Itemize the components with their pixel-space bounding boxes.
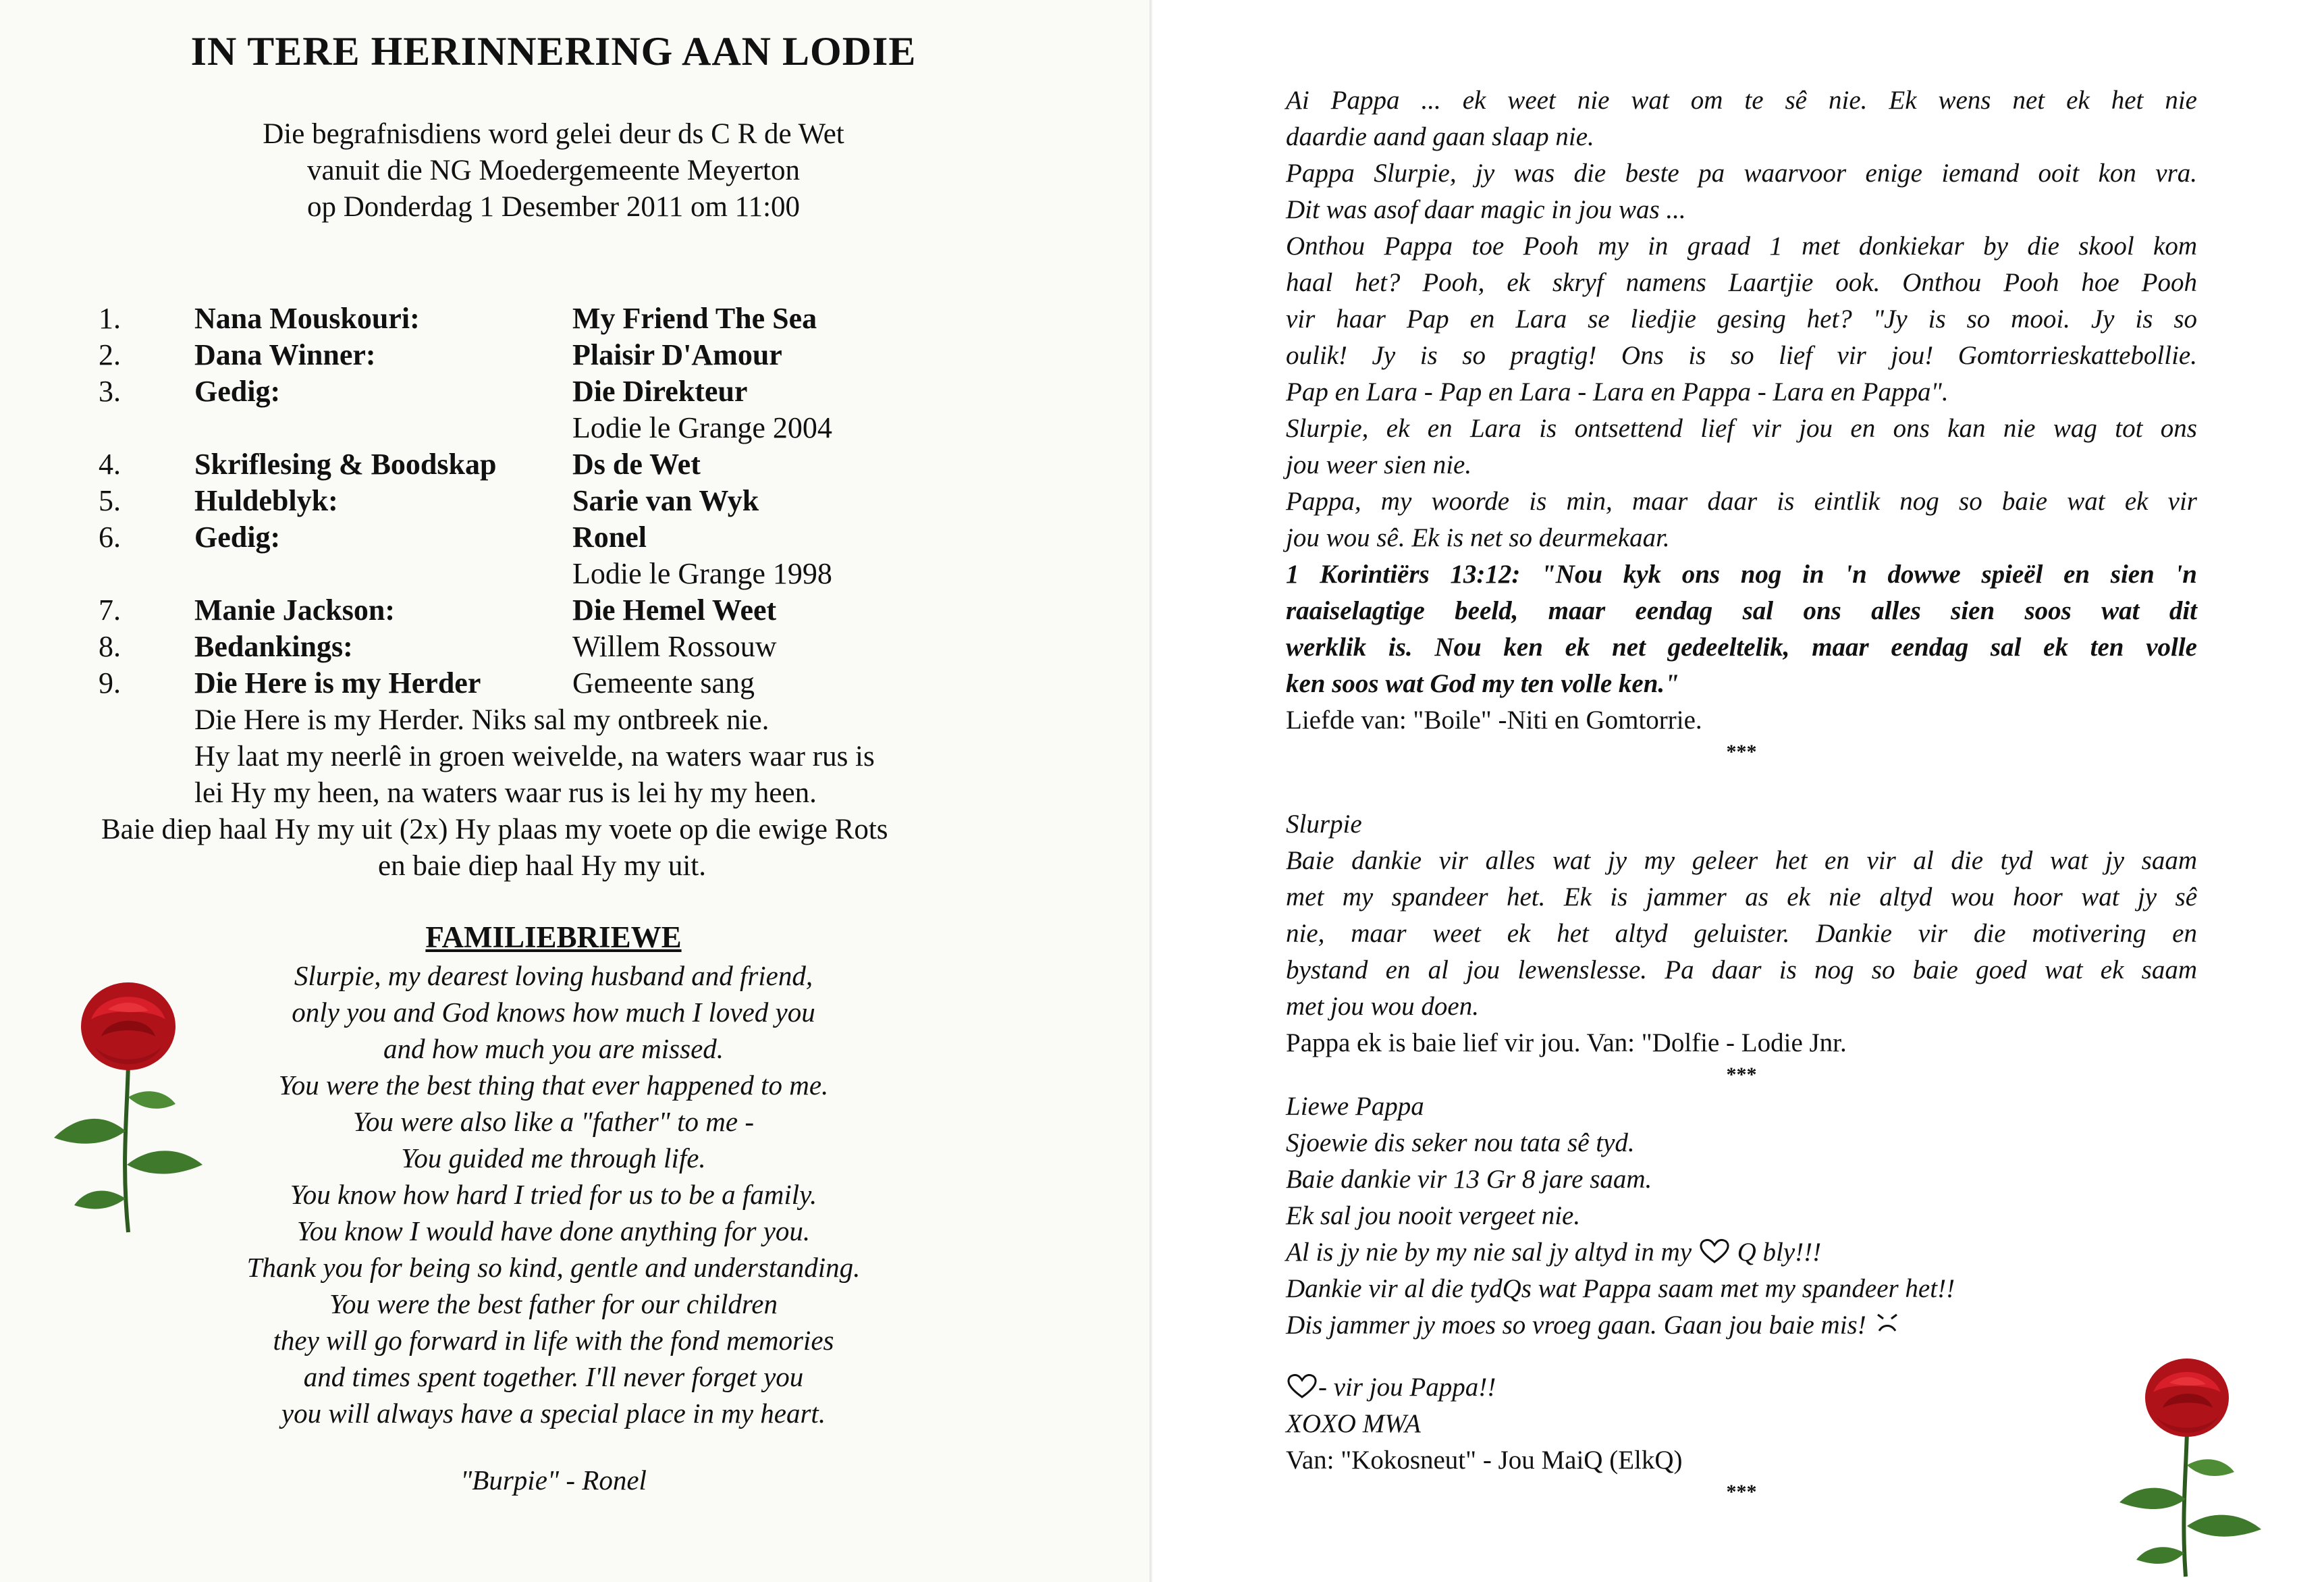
- program-label: Gedig:: [194, 375, 281, 408]
- poem-line: you will always have a special place in my heart.: [281, 1398, 826, 1429]
- letter1-line: Pappa, my woorde is min, maar daar is eintlik nog so baie wat ek vir: [1286, 487, 2197, 516]
- program-row: [0, 447, 1107, 483]
- program-row: [0, 629, 1107, 666]
- program-row: [0, 556, 1107, 593]
- psalm-line-2: Hy laat my neerlê in groen weivelde, na waters waar rus is: [194, 741, 875, 772]
- poem-line: and how much you are missed.: [383, 1033, 724, 1064]
- program-label: Dana Winner:: [194, 338, 376, 371]
- letter3-line5: Dankie vir al die tydQs wat Pappa saam met my spandeer het!!: [1286, 1274, 1955, 1303]
- letter3-line6: [1286, 1307, 2197, 1344]
- letter2-line: nie, maar weet ek het altyd geluister. Dankie vir die motivering en: [1286, 919, 2197, 948]
- program-number: 2.: [99, 338, 121, 371]
- poem-line: they will go forward in life with the fond memories: [273, 1325, 834, 1356]
- verse-line: 1 Korintiërs 13:12: "Nou kyk ons nog in 'n dowwe spieël en sien 'n: [1286, 560, 2197, 589]
- program-value: Sarie van Wyk: [572, 484, 759, 517]
- letter3-line6-text: Dis jammer jy moes so vroeg gaan. Gaan jou baie mis!: [1286, 1311, 1866, 1340]
- letter2-line: met jou wou doen.: [1286, 992, 1479, 1021]
- poem: [135, 957, 972, 1431]
- program-row: [0, 338, 1107, 374]
- letter3-line: Baie dankie vir 13 Gr 8 jare saam.: [1286, 1165, 1652, 1194]
- letter2-line: met my spandeer het. Ek is jammer as ek nie altyd wou hoor wat jy sê: [1286, 882, 2197, 912]
- letter1-line: Slurpie, ek en Lara is ontsettend lief vir jou en ons kan nie wag tot ons: [1286, 414, 2197, 443]
- program-label: Skriflesing & Boodskap: [194, 448, 497, 481]
- letter1-line: oulik! Jy is so pragtig! Ons is so lief vir jou! Gomtorrieskattebollie.: [1286, 341, 2197, 370]
- psalm-line-5: en baie diep haal Hy my uit.: [378, 850, 706, 882]
- letter3-from: Van: "Kokosneut" - Jou MaiQ (ElkQ): [1286, 1446, 1683, 1475]
- letter2-closing: Pappa ek is baie lief vir jou. Van: "Dolfie - Lodie Jnr.: [1286, 1028, 1847, 1057]
- letter3-body: [1286, 1125, 2197, 1234]
- letter1-verse: [1286, 556, 2197, 702]
- poem-line: You were also like a "father" to me -: [353, 1106, 754, 1137]
- rose-illustration: [27, 962, 209, 1246]
- letter1-from: Liefde van: "Boile" -Niti en Gomtorrie.: [1286, 706, 1702, 735]
- program-row: [0, 374, 1107, 411]
- familiebriewe-heading: FAMILIEBRIEWE: [425, 920, 682, 954]
- letter3-xoxo: XOXO MWA: [1286, 1409, 1421, 1438]
- verse-line: raaiselagtige beeld, maar eendag sal ons alles sien soos wat dit: [1286, 596, 2197, 625]
- letter3-heading: Liewe Pappa: [1286, 1092, 1424, 1121]
- program-number: 1.: [99, 302, 121, 335]
- letter3-line4-start: Al is jy nie by my nie sal jy altyd in my: [1286, 1238, 1692, 1267]
- program-label: Die Here is my Herder: [194, 666, 481, 700]
- letter1-line: vir haar Pap en Lara se liedjie gesing het? "Jy is so mooi. Jy is so: [1286, 305, 2197, 334]
- program-label: Manie Jackson:: [194, 594, 395, 627]
- program-label: Gedig:: [194, 521, 281, 554]
- psalm-line-1: Die Here is my Herder. Niks sal my ontbreek nie.: [194, 704, 769, 736]
- psalm-line-4: Baie diep haal Hy my uit (2x) Hy plaas my voete op die ewige Rots: [101, 814, 888, 845]
- program-number: 9.: [99, 666, 121, 700]
- poem-line: Slurpie, my dearest loving husband and friend,: [294, 960, 813, 991]
- sad-face-icon: [1872, 1309, 1902, 1336]
- program-label: Huldeblyk:: [194, 484, 338, 517]
- program-number: 4.: [99, 448, 121, 481]
- letter1-line: Onthou Pappa toe Pooh my in graad 1 met donkiekar by die skool kom: [1286, 232, 2197, 261]
- service-line-3: op Donderdag 1 Desember 2011 om 11:00: [306, 191, 801, 223]
- program-value: Willem Rossouw: [572, 630, 777, 663]
- program-number: 7.: [99, 594, 121, 627]
- program-row: [0, 301, 1107, 338]
- poem-line: You know I would have done anything for you.: [296, 1215, 811, 1246]
- separator-stars-3: ***: [1726, 1481, 1757, 1503]
- poem-line: You were the best father for our children: [329, 1288, 778, 1319]
- psalm-line-3: lei Hy my heen, na waters waar rus is lei hy my heen.: [194, 777, 817, 809]
- letter1-line: Pap en Lara - Pap en Lara - Lara en Pappa - Lara en Pappa".: [1286, 377, 1949, 406]
- letter1-body: [1286, 82, 2197, 556]
- letter3-heart-text: - vir jou Pappa!!: [1318, 1373, 1496, 1402]
- program-list: [0, 301, 1107, 702]
- program-row: [0, 483, 1107, 520]
- service-line-1: Die begrafnisdiens word gelei deur ds C R de Wet: [263, 118, 844, 150]
- heart-icon: [1698, 1238, 1731, 1265]
- poem-line: Thank you for being so kind, gentle and understanding.: [246, 1252, 861, 1283]
- program-value: Lodie le Grange 2004: [572, 411, 832, 444]
- verse-line: ken soos wat God my ten volle ken.": [1286, 669, 1679, 698]
- program-value: Plaisir D'Amour: [572, 338, 782, 371]
- program-row: [0, 666, 1107, 702]
- verse-line: werklik is. Nou ken ek net gedeeltelik, maar eendag sal ek ten volle: [1286, 633, 2197, 662]
- heart-icon: [1286, 1373, 1318, 1400]
- service-line-2: vanuit die NG Moedergemeente Meyerton: [307, 155, 800, 186]
- letter1-line: jou wou sê. Ek is net so deurmekaar.: [1286, 523, 1670, 552]
- program-number: 6.: [99, 521, 121, 554]
- separator-stars-2: ***: [1726, 1063, 1757, 1086]
- program-value: My Friend The Sea: [572, 302, 817, 335]
- program-label: Bedankings:: [194, 630, 353, 663]
- program-number: 5.: [99, 484, 121, 517]
- letter3-line: Sjoewie dis seker nou tata sê tyd.: [1286, 1128, 1635, 1157]
- service-info: [0, 116, 1107, 226]
- rose-illustration: [2106, 1344, 2275, 1580]
- program-value: Die Direkteur: [572, 375, 748, 408]
- program-value: Ds de Wet: [572, 448, 701, 481]
- program-value: Ronel: [572, 521, 647, 554]
- letter1-line: haal het? Pooh, ek skryf namens Laartjie ook. Onthou Pooh hoe Pooh: [1286, 268, 2197, 297]
- program-row: [0, 593, 1107, 629]
- page-title: IN TERE HERINNERING AAN LODIE: [190, 29, 917, 74]
- program-number: 3.: [99, 375, 121, 408]
- letter1-line: daardie aand gaan slaap nie.: [1286, 122, 1594, 151]
- poem-signature: "Burpie" - Ronel: [460, 1465, 647, 1496]
- program-row: [0, 520, 1107, 556]
- poem-line: You know how hard I tried for us to be a family.: [290, 1179, 817, 1210]
- separator-stars-1: ***: [1726, 741, 1757, 763]
- letter1-line: Dit was asof daar magic in jou was ...: [1286, 195, 1686, 224]
- poem-line: and times spent together. I'll never forget you: [303, 1361, 804, 1392]
- letter1-line: Pappa Slurpie, jy was die beste pa waarvoor enige iemand ooit kon vra.: [1286, 159, 2197, 188]
- program-value: Die Hemel Weet: [572, 594, 777, 627]
- program-number: 8.: [99, 630, 121, 663]
- letters-column: [1286, 82, 2197, 1506]
- letter2-heading: Slurpie: [1286, 810, 1362, 839]
- program-value: Lodie le Grange 1998: [572, 557, 832, 590]
- letter2-line: Baie dankie vir alles wat jy my geleer het en vir al die tyd wat jy saam: [1286, 846, 2197, 875]
- poem-line: You guided me through life.: [401, 1142, 706, 1174]
- poem-line: only you and God knows how much I loved you: [292, 997, 815, 1028]
- letter2-body: [1286, 843, 2197, 1025]
- program-row: [0, 411, 1107, 447]
- program-label: Nana Mouskouri:: [194, 302, 420, 335]
- letter1-line: jou weer sien nie.: [1286, 450, 1472, 479]
- psalm-text: [0, 702, 1107, 885]
- letter3-line4: [1286, 1234, 2197, 1271]
- letter1-line: Ai Pappa ... ek weet nie wat om te sê nie. Ek wens net ek het nie: [1286, 86, 2197, 115]
- poem-line: You were the best thing that ever happened to me.: [278, 1070, 829, 1101]
- letter2-line: bystand en al jou lewenslesse. Pa daar is nog so baie goed wat ek saam: [1286, 955, 2197, 984]
- letter3-line4-end: Q bly!!!: [1737, 1238, 1822, 1267]
- program-value: Gemeente sang: [572, 666, 755, 700]
- letter3-heart-line: [1286, 1369, 2197, 1406]
- letter3-line: Ek sal jou nooit vergeet nie.: [1286, 1201, 1581, 1230]
